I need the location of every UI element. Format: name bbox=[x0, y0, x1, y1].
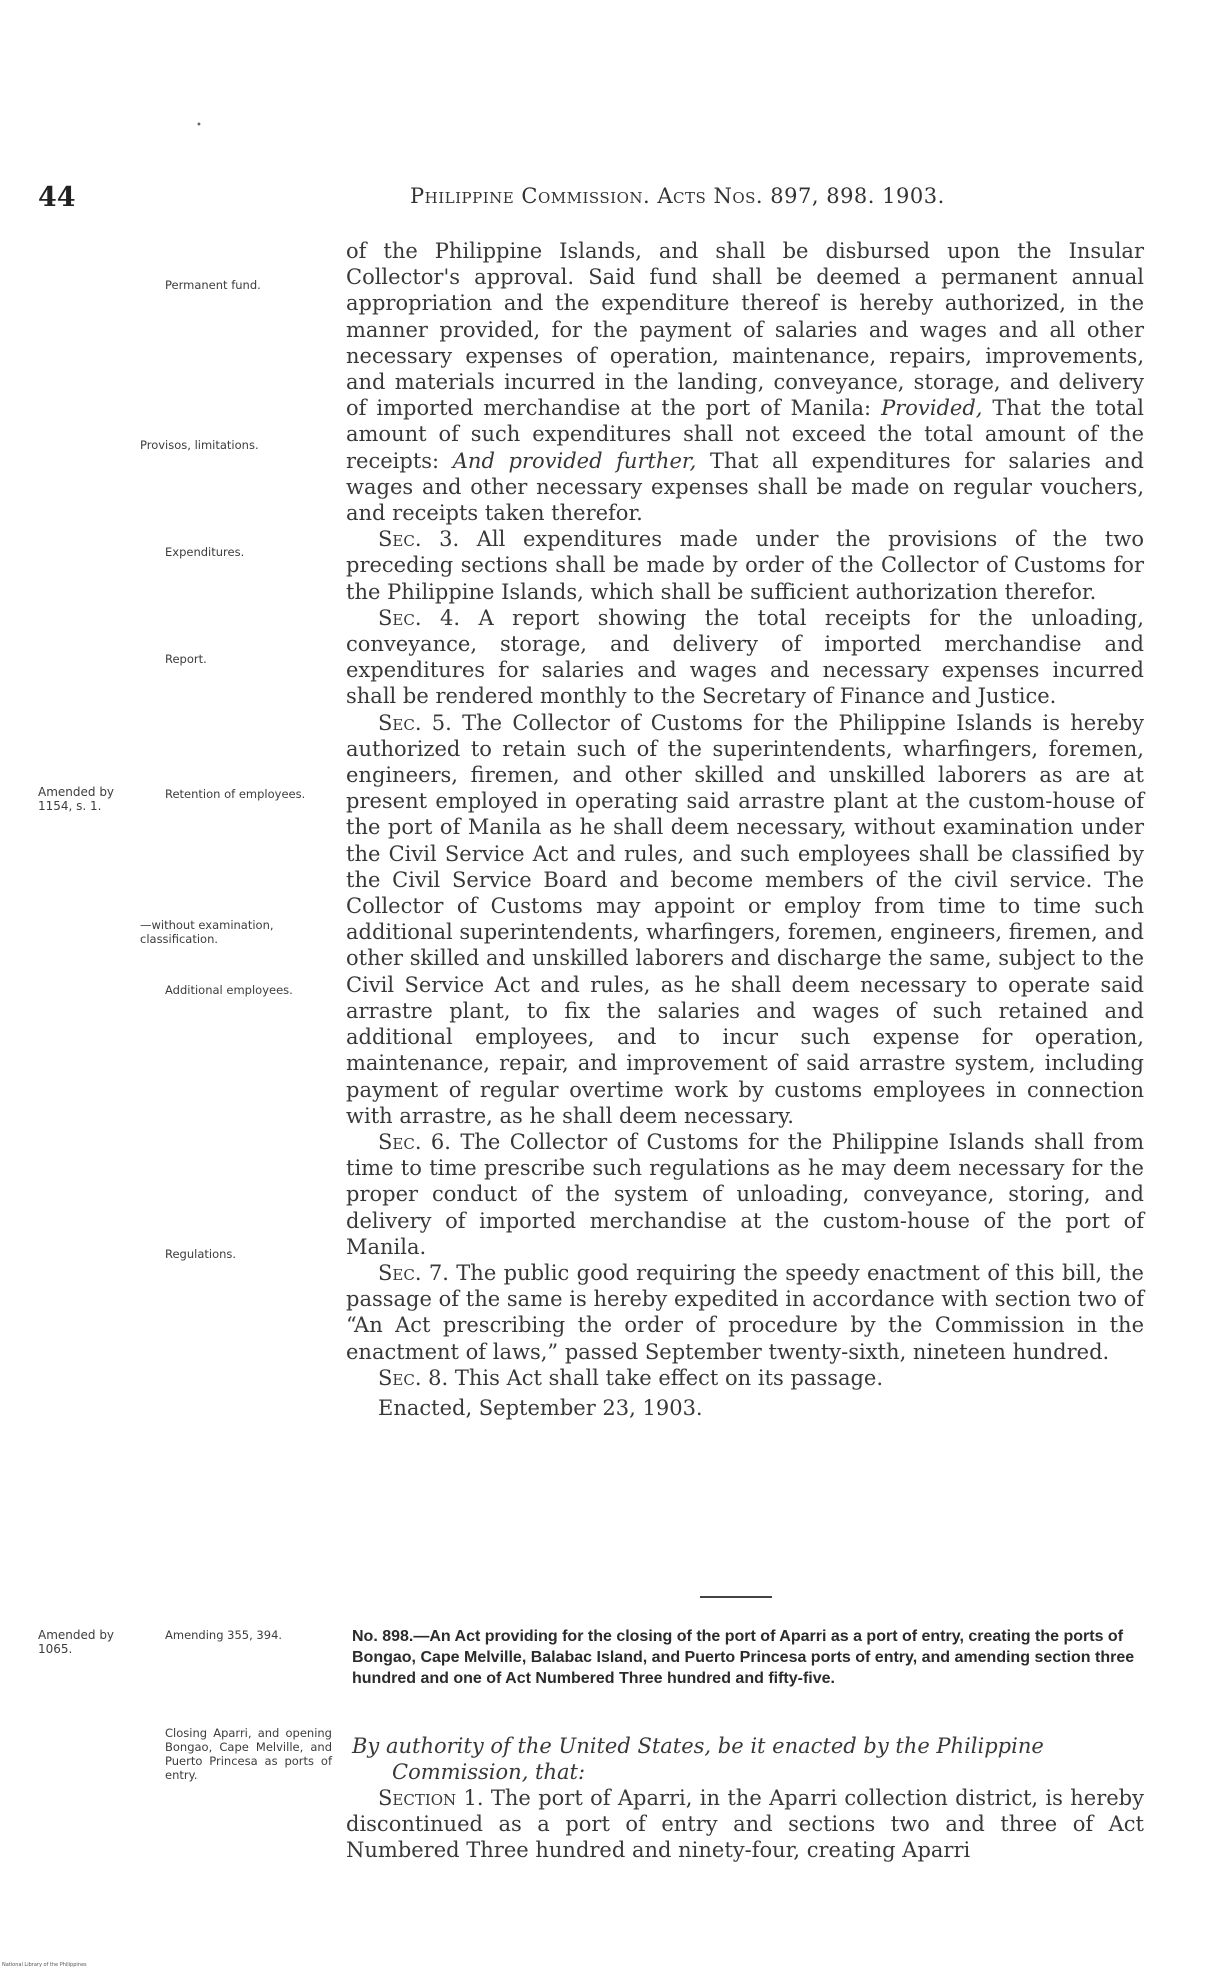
further-proviso-emphasis: And provided further, bbox=[452, 448, 697, 473]
margin-note-amended-1154: Amended by 1154, s. 1. bbox=[38, 785, 115, 813]
body-text bbox=[346, 238, 1144, 1421]
margin-note-report: Report. bbox=[165, 652, 207, 666]
section-divider bbox=[700, 1596, 772, 1598]
margin-note-closing: Closing Aparri, and opening Bongao, Cape Melville, and Puerto Princesa as ports of entry. bbox=[165, 1726, 332, 1782]
section-4: Sec. 4. A report showing the total receipts for the unloading, conveyance, storage, and delivery of imported merchandise and expenditures for salaries and wages and necessary expenses incurred shall be rendered monthly to the Secretary of Finance and Justice. bbox=[346, 605, 1144, 709]
margin-note-amending: Amending 355, 394. bbox=[165, 1628, 283, 1642]
act-898-section-1: Section 1. The port of Aparri, in the Aparri collection district, is hereby discontinued as a port of entry and sections two and three of Act Numbered Three hundred and ninety-four, creating Aparri bbox=[346, 1786, 1144, 1863]
section-7: Sec. 7. The public good requiring the speedy enactment of this bill, the passage of the same is hereby expedited in accordance with section two of “An Act prescribing the order of procedure by the Commission in the enactment of laws,” passed September twenty-sixth, nineteen hundred. bbox=[346, 1260, 1144, 1364]
proviso-emphasis: Provided, bbox=[881, 396, 983, 421]
page-number: 44 bbox=[38, 182, 76, 213]
margin-note-expenditures: Expenditures. bbox=[165, 545, 245, 559]
running-head: Philippine Commission. Acts Nos. 897, 898. 1903. bbox=[410, 184, 945, 208]
section-6: Sec. 6. The Collector of Customs for the Philippine Islands shall from time to time prescribe such regulations as he may deem necessary for the proper conduct of the system of unloading, conveyance, storing, and delivery of imported merchandise at the custom-house of the port of Manila. bbox=[346, 1129, 1144, 1259]
section-8: Sec. 8. This Act shall take effect on its passage. bbox=[378, 1365, 884, 1390]
margin-note-additional: Additional employees. bbox=[165, 983, 293, 997]
margin-note-retention: Retention of employees. bbox=[165, 787, 306, 801]
margin-note-regulations: Regulations. bbox=[165, 1247, 237, 1261]
section-5: Sec. 5. The Collector of Customs for the Philippine Islands is hereby authorized to retain such of the superintendents, wharfingers, foremen, engineers, firemen, and other skilled and unskilled laborers as are at present employed in operating said arrastre plant at the custom-house of the port of Manila as he shall deem necessary, without examination under the Civil Service Act and rules, and such employees shall be classified by the Civil Service Board and become members of the civil service. The Collector of Customs may appoint or employ from time to time such additional superintendents, wharfingers, foremen, engineers, firemen, and other skilled and unskilled laborers and discharge the same, subject to the Civil Service Act and rules, as he shall deem necessary to operate said arrastre plant, to fix the salaries and wages of such retained and additional employees, and to incur such expense for operation, maintenance, repair, and improvement of said arrastre system, including payment of regular overtime work by customs employees in connection with arrastre, as he shall deem necessary. bbox=[346, 710, 1144, 1128]
scan-credit: National Library of the Philippines bbox=[2, 1962, 87, 1968]
margin-note-permanent-fund: Permanent fund. bbox=[165, 278, 261, 292]
section-3: Sec. 3. All expenditures made under the provisions of the two preceding sections shall be made by order of the Collector of Customs for the Philippine Islands, which shall be sufficient authorization therefor. bbox=[346, 527, 1144, 604]
margin-note-amended-1065: Amended by 1065. bbox=[38, 1628, 115, 1656]
enacted-date: Enacted, September 23, 1903. bbox=[378, 1395, 703, 1420]
enacting-clause: By authority of the United States, be it enacted by the Philippine Commission, that: bbox=[352, 1734, 1044, 1784]
margin-note-provisos: Provisos, limitations. bbox=[140, 438, 259, 452]
paragraph-fund: of the Philippine Islands, and shall be disbursed upon the Insular Collector's approval. Said fund shall be deemed a permanent annual appropriation and the expenditure thereof is hereby authorized, in the manner provided, for the payment of salaries and wages and all other necessary expenses of operation, maintenance, repairs, improvements, and materials incurred in the landing, conveyance, storage, and delivery of imported merchandise at the port of Manila: Provided, That the total amount of such expenditures shall not exceed the total amount of the receipts: And provided further, That all expenditures for salaries and wages and other necessary expenses shall be made on regular vouchers, and receipts taken therefor. bbox=[346, 239, 1144, 526]
speck-mark: • bbox=[196, 120, 202, 131]
act-898-title: No. 898.—An Act providing for the closing of the port of Aparri as a port of entry, creating the ports of Bongao, Cape Melville, Balabac Island, and Puerto Princesa ports of entry, and amending section three hundred and one of Act Numbered Three hundred and fifty-five. bbox=[352, 1628, 1135, 1687]
margin-note-without-exam: —without examination, classification. bbox=[140, 918, 274, 946]
